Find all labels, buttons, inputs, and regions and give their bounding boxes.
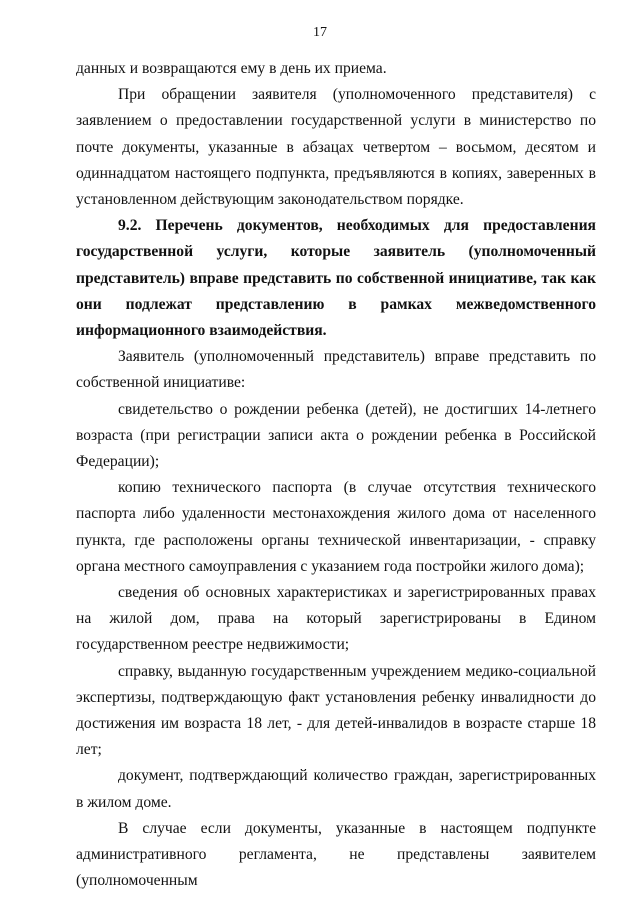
paragraph-continuation: данных и возвращаются ему в день их приема. — [76, 60, 387, 77]
list-item-property-register: сведения об основных характеристиках и зарегистрированных правах на жилой дом, права на который зарегистрированы в Едином государственном реестре недвижимости; — [76, 584, 596, 654]
list-item-technical-passport: копию технического паспорта (в случае отсутствия технического паспорта либо удаленности местонахождения жилого дома от населенного пункта, где расположены органы технической инвентаризации, - справку органа местного самоуправления с указанием года постройки жилого дома); — [76, 479, 596, 575]
section-heading-9-2: 9.2. Перечень документов, необходимых для предоставления государственной услуги, которые заявитель (уполномоченный представитель) вправе представить по собственной инициативе, так как они подлежат представлению в рамках межведомственного информационного взаимодействия. — [76, 217, 596, 340]
list-item-residents-count: документ, подтверждающий количество граждан, зарегистрированных в жилом доме. — [76, 767, 596, 811]
document-body — [76, 56, 596, 895]
list-item-disability-certificate: справку, выданную государственным учреждением медико-социальной экспертизы, подтверждающую факт установления ребенку инвалидности до достижения им возраста 18 лет, - для детей-инвалидов в возрасте старше 18 лет; — [76, 662, 596, 759]
list-item-birth-certificate: свидетельство о рождении ребенка (детей), не достигших 14-летнего возраста (при регистрации записи акта о рождении ребенка в Российской Федерации); — [76, 400, 596, 471]
paragraph-if-not-submitted: В случае если документы, указанные в настоящем подпункте административного регламента, не представлены заявителем (уполномоченным — [76, 819, 596, 890]
page-number: 17 — [313, 25, 327, 40]
paragraph-applicant-right: Заявитель (уполномоченный представитель) вправе представить по собственной инициативе: — [76, 348, 596, 392]
paragraph-mail-submission: При обращении заявителя (уполномоченного представителя) с заявлением о предоставлении государственной услуги в министерство по почте документы, указанные в абзацах четвертом – восьмом, десятом и одиннадцатом настоящего подпункта, предъявляются в копиях, заверенных в установленном действующим законодательством порядке. — [76, 86, 596, 209]
